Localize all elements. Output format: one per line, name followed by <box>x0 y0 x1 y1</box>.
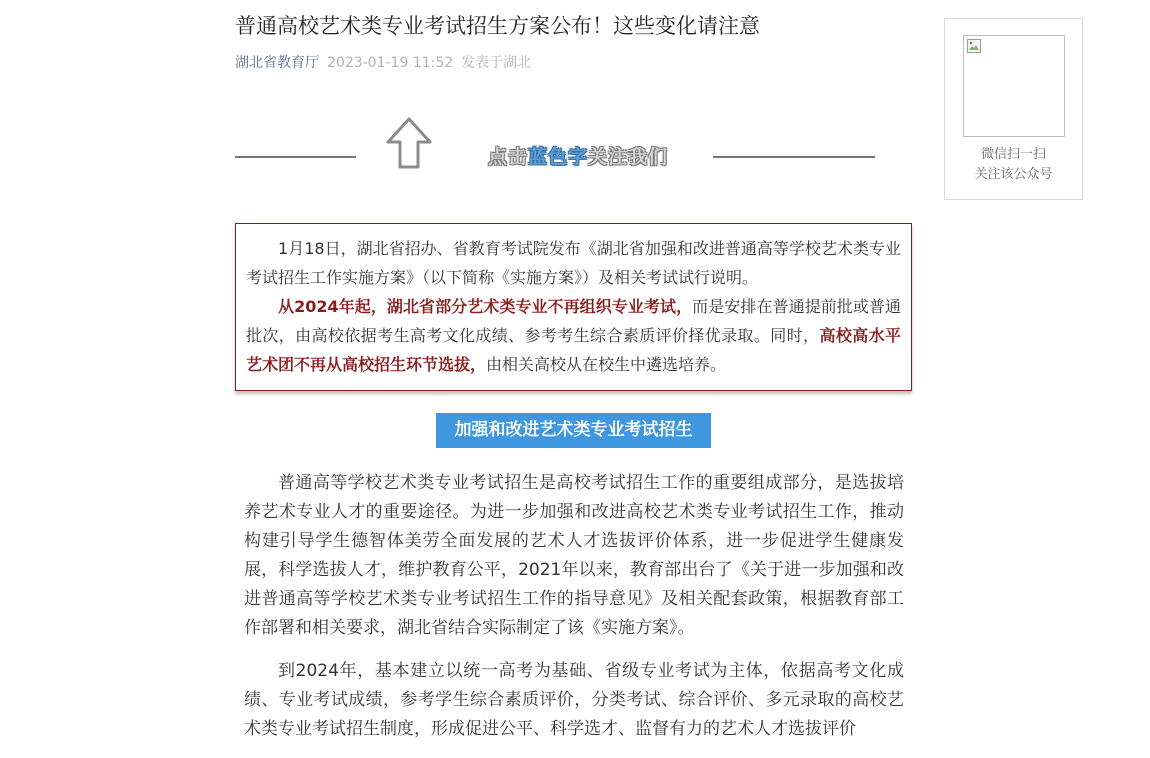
follow-prefix: 点击 <box>488 146 529 168</box>
body-paragraph-1: 普通高等学校艺术类专业考试招生是高校考试招生工作的重要组成部分，是选拔培养艺术专业人才的重要途径。为进一步加强和改进高校艺术类专业考试招生工作，推动构建引导学生德智体美劳全面发展的艺术人才选拔评价体系，进一步促进学生健康发展，科学选拔人才，维护教育公平，2021年以来，教育部出台了《关于进一步加强和改进普通高等学校艺术类专业考试招生工作的指导意见》及相关配套政策，根据教育部工作部署和相关要求，湖北省结合实际制定了该《实施方案》。 <box>244 473 904 638</box>
article-meta <box>235 52 531 74</box>
qr-caption-line-2: 关注该公众号 <box>974 167 1053 182</box>
follow-highlight: 蓝色字 <box>528 146 589 168</box>
summary-box <box>235 223 912 391</box>
summary-highlight-2: 高校高水平艺术团不再从高校招生环节选拔， <box>246 326 901 374</box>
qr-caption <box>945 145 1082 185</box>
summary-highlight-1: 从2024年起，湖北省部分艺术类专业不再组织专业考试， <box>278 297 693 316</box>
banner-divider-left <box>235 156 356 158</box>
summary-text-2: 由相关高校从在校生中遴选培养。 <box>486 355 727 374</box>
qr-code-image <box>963 35 1065 137</box>
publish-location: 发表于湖北 <box>461 55 532 71</box>
follow-us-text[interactable] <box>488 142 668 169</box>
summary-text-1: 而是安排在普通提前批或普通批次，由高校依据考生高考文化成绩、参考考生综合素质评价择优录取。同时， <box>246 297 901 345</box>
article-title: 普通高校艺术类专业考试招生方案公布！这些变化请注意 <box>235 14 760 38</box>
section-heading: 加强和改进艺术类专业考试招生 <box>436 413 711 448</box>
article-body <box>244 469 904 758</box>
qr-card <box>944 18 1083 200</box>
summary-paragraph-1: 1月18日，湖北省招办、省教育考试院发布《湖北省加强和改进普通高等学校艺术类专业考试招生工作实施方案》（以下简称《实施方案》）及相关考试试行说明。 <box>246 239 901 287</box>
broken-image-icon <box>966 38 982 54</box>
account-name-link[interactable]: 湖北省教育厅 <box>235 55 319 71</box>
follow-banner <box>235 110 912 180</box>
body-paragraph-2: 到2024年，基本建立以统一高考为基础、省级专业考试为主体，依据高考文化成绩、专业考试成绩，参考学生综合素质评价，分类考试、综合评价、多元录取的高校艺术类专业考试招生制度，形成促进公平、科学选才、监督有力的艺术人才选拔评价 <box>244 661 904 739</box>
follow-suffix: 关注我们 <box>588 146 669 168</box>
summary-paragraph-2 <box>246 292 901 379</box>
up-arrow-icon <box>385 116 433 170</box>
publish-time: 2023-01-19 11:52 <box>327 55 454 71</box>
qr-caption-line-1: 微信扫一扫 <box>980 147 1046 162</box>
banner-divider-right <box>713 156 875 158</box>
